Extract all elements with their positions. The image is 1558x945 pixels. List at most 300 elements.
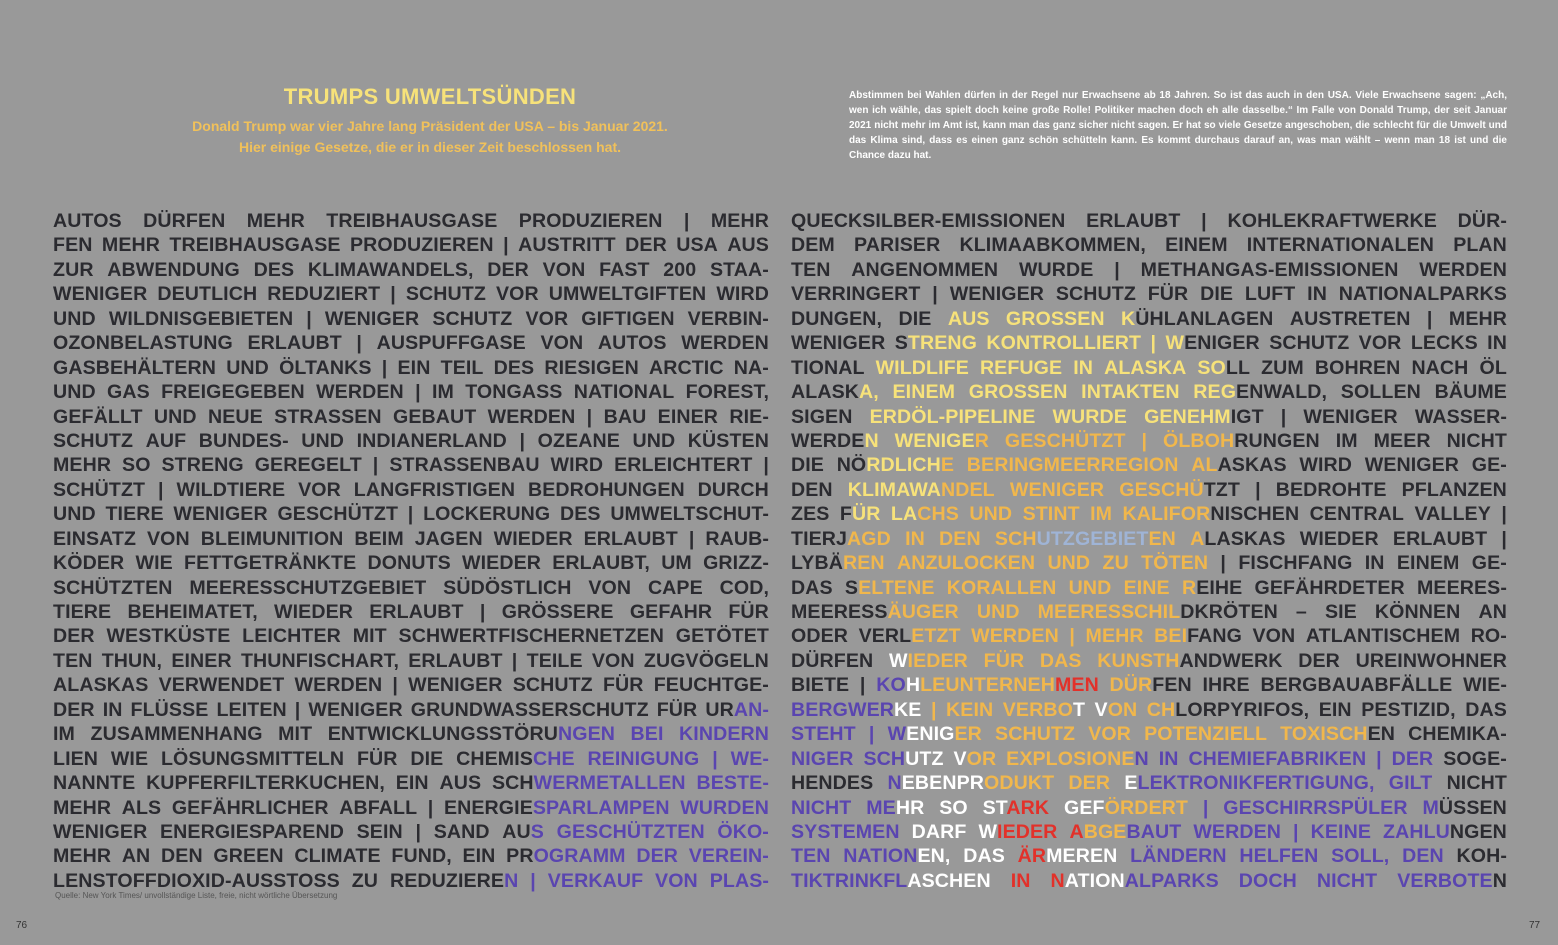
word-fragment: |: [683, 210, 690, 232]
word-fragment: |: [1376, 747, 1382, 770]
word: [1463, 673, 1507, 697]
word-fragment: WILDNISGEBIETEN: [108, 307, 294, 330]
word-fragment: SYSTEMEN: [791, 820, 900, 843]
word-fragment: ZES: [791, 503, 830, 526]
word: [603, 673, 644, 697]
word-fragment: SO: [1197, 356, 1226, 379]
word-fragment: TREIBHAUSGASE: [326, 210, 498, 232]
word-fragment: STAA-: [710, 258, 769, 281]
left-text-line: [53, 307, 769, 331]
word-fragment: UND: [1068, 576, 1112, 599]
word-fragment: MEHR: [101, 234, 160, 257]
word-fragment: FANG: [1187, 625, 1242, 648]
word: [791, 258, 831, 282]
word: [1144, 722, 1267, 746]
word: [891, 502, 959, 526]
word: [791, 233, 835, 257]
word-fragment: GEFÄHRLICHER: [171, 796, 329, 819]
word-fragment: REFUGE: [979, 356, 1063, 379]
word-fragment: ERLAUBT,: [552, 552, 650, 575]
word-fragment: AUS: [439, 772, 482, 795]
right-text-block: [791, 209, 1507, 893]
word: [53, 551, 124, 575]
word: [350, 233, 494, 257]
word: [316, 380, 404, 404]
word-fragment: |: [158, 478, 164, 501]
word-fragment: TEILE: [526, 649, 583, 672]
right-text-line: [791, 869, 1507, 893]
word-fragment: METHANGAS-EMISSIONEN: [1140, 258, 1399, 281]
word: [728, 600, 769, 624]
word-fragment: FEN: [1152, 674, 1192, 697]
word-fragment: ODUKT: [984, 772, 1055, 795]
left-text-line: [53, 258, 769, 282]
word: [1261, 356, 1304, 380]
word-fragment: WE-: [730, 747, 769, 770]
word: [1402, 478, 1507, 502]
word: [396, 771, 429, 795]
word-fragment: RO-: [1470, 625, 1507, 648]
word-fragment: SCHUTZ: [512, 674, 593, 697]
left-text-line: [53, 429, 769, 453]
word-fragment: KUPFERFILTERKUCHEN,: [146, 772, 385, 795]
word: [171, 649, 231, 673]
word-fragment: DER: [636, 845, 678, 868]
word-fragment: TIKTRINKFL: [791, 869, 908, 892]
word: [1130, 844, 1227, 868]
word-fragment: DIE: [1200, 283, 1234, 306]
right-text-line: [791, 405, 1507, 429]
right-text-line: [791, 820, 1507, 844]
word: [147, 527, 190, 551]
word-fragment: UMWELTSCHUT-: [610, 503, 769, 526]
word-fragment: PESTIZID,: [1361, 698, 1456, 721]
word-fragment: EIN: [395, 772, 429, 795]
word: [1006, 307, 1105, 331]
word-fragment: N: [887, 772, 902, 795]
word: [686, 380, 769, 404]
word-fragment: WURDE: [1052, 405, 1127, 428]
word: [560, 502, 601, 526]
word-fragment: ÖRDERT: [1104, 796, 1188, 819]
word-fragment: EXPLOSIONE: [1006, 747, 1135, 770]
word-fragment: LA: [890, 503, 918, 526]
word-fragment: |: [1201, 210, 1207, 232]
word-fragment: OZONBELASTUNG: [53, 332, 233, 355]
word-fragment: WILDTIERE: [176, 478, 286, 501]
right-text-line: [791, 453, 1507, 477]
word-fragment: KE: [894, 698, 922, 721]
word-fragment: |: [868, 723, 875, 746]
word-fragment: WENIGER: [408, 674, 503, 697]
word: [1331, 844, 1389, 868]
right-text-line: [791, 796, 1507, 820]
word: [494, 527, 573, 551]
word-fragment: QUECKSILBER-EMISSIONEN: [791, 210, 1066, 232]
word-fragment: |: [586, 405, 593, 428]
word: [1419, 258, 1507, 282]
word-fragment: LUFT: [1244, 283, 1296, 306]
word: [939, 527, 981, 551]
word: [791, 600, 959, 624]
word-fragment: WERDE: [791, 429, 865, 452]
word-fragment: UND: [969, 503, 1013, 526]
word: [977, 600, 1020, 624]
word-fragment: DARF: [911, 820, 967, 843]
word: [255, 453, 362, 477]
word: [462, 844, 495, 868]
word-fragment: EIN: [397, 356, 431, 379]
word: [1356, 649, 1507, 673]
word: [791, 478, 833, 502]
word-fragment: |: [932, 283, 938, 306]
word-fragment: |: [1202, 796, 1209, 819]
word: [487, 258, 529, 282]
word-fragment: EINEM: [892, 381, 956, 404]
word-fragment: UMWELTGIFTEN: [548, 283, 707, 306]
word-fragment: BUNDES-: [198, 429, 289, 452]
word: [1478, 600, 1507, 624]
word: [837, 453, 954, 477]
word-fragment: MEHR: [1448, 307, 1507, 330]
word-fragment: VERRINGERT: [791, 283, 921, 306]
word: [984, 649, 1025, 673]
word-fragment: VON: [1252, 625, 1296, 648]
word-fragment: LECKS: [1410, 332, 1478, 355]
word: [465, 380, 562, 404]
word: [444, 796, 670, 820]
left-text-line: [53, 233, 769, 257]
word: [1411, 356, 1468, 380]
word: [1417, 576, 1507, 600]
word: [528, 478, 685, 502]
word: [306, 307, 312, 331]
word-fragment: NGEN: [1449, 820, 1507, 843]
word: [614, 453, 752, 477]
word: [1038, 600, 1278, 624]
word: [1056, 282, 1136, 306]
word-fragment: REDUZIERT: [267, 283, 381, 306]
word-fragment: ERLAUBT: [247, 332, 342, 355]
word-fragment: UM: [661, 552, 692, 575]
word: [1203, 673, 1250, 697]
word-fragment: KLIMAWANDELS,: [307, 258, 474, 281]
word: [1375, 600, 1461, 624]
word: [160, 820, 344, 844]
word: [1306, 624, 1460, 648]
word-fragment: VERBO: [1002, 698, 1073, 721]
word: [184, 551, 356, 575]
word-fragment: |: [519, 429, 526, 452]
word-fragment: VON: [542, 258, 586, 281]
word-fragment: EN: [1148, 527, 1176, 550]
word-fragment: IEDER: [907, 649, 968, 672]
word-fragment: DER: [487, 258, 529, 281]
word: [703, 551, 769, 575]
word: [552, 551, 650, 575]
word: [654, 673, 769, 697]
left-text-line: [53, 796, 769, 820]
word-fragment: MEHR: [53, 454, 112, 477]
word-fragment: KORALLEN: [946, 576, 1057, 599]
word-fragment: LANGFRISTIGEN: [353, 478, 516, 501]
word-fragment: ZUSAMMENHANG: [90, 723, 263, 746]
word-fragment: LENSTOFFDIOXID-AUSSTOSS: [53, 869, 340, 892]
word: [1457, 844, 1507, 868]
word: [390, 282, 396, 306]
word-fragment: V: [1094, 698, 1108, 721]
word-fragment: UND: [53, 381, 96, 404]
word-fragment: NIGER: [791, 747, 854, 770]
word-fragment: W: [1165, 332, 1185, 355]
word-fragment: ERLAUBT: [408, 649, 503, 672]
word: [1325, 600, 1357, 624]
left-text-line: [53, 869, 769, 893]
word: [610, 502, 769, 526]
word-fragment: WENIGER: [791, 332, 886, 355]
word-fragment: AUSPUFFGASE: [376, 332, 526, 355]
word: [432, 307, 512, 331]
word: [1148, 282, 1189, 306]
word: [1104, 356, 1186, 380]
word: [598, 331, 667, 355]
word: [1317, 869, 1377, 893]
word: [392, 673, 398, 697]
word: [1453, 233, 1507, 257]
word: [931, 698, 937, 722]
word-fragment: WENIGER: [173, 503, 268, 526]
word: [122, 453, 151, 477]
word-fragment: AUF: [145, 429, 187, 452]
word-fragment: FÜR: [656, 698, 698, 721]
word-fragment: EIHE: [1196, 576, 1243, 599]
word: [1339, 282, 1507, 306]
word: [657, 698, 698, 722]
word-fragment: ÄR: [1017, 845, 1047, 868]
word-fragment: –: [1295, 601, 1307, 623]
word: [1047, 551, 1090, 575]
word: [353, 624, 387, 648]
word-fragment: IM: [431, 381, 454, 404]
word-fragment: DONUTS: [367, 552, 451, 575]
word: [888, 771, 1055, 795]
word: [895, 331, 977, 355]
word-fragment: KINDERN: [679, 723, 769, 746]
word: [326, 209, 497, 233]
word: [538, 429, 620, 453]
word: [1253, 624, 1296, 648]
word-fragment: KÖDER: [53, 552, 125, 575]
word-fragment: MEERESSCHIL: [1037, 601, 1181, 623]
right-text-line: [791, 747, 1507, 771]
word: [587, 405, 593, 429]
word: [551, 453, 604, 477]
right-text-line: [791, 307, 1507, 331]
word: [688, 307, 769, 331]
word: [354, 478, 515, 502]
word-fragment: DEN: [791, 478, 833, 501]
word-fragment: DEM: [791, 234, 835, 257]
word-fragment: RAUB-: [705, 527, 769, 550]
word-fragment: SAND: [433, 820, 490, 843]
word-fragment: AN: [121, 845, 151, 868]
word: [717, 820, 769, 844]
word-fragment: GEFAHR: [629, 601, 713, 623]
word-fragment: |: [511, 649, 518, 672]
word-fragment: LL: [1225, 356, 1251, 379]
word-fragment: |: [1293, 820, 1299, 843]
left-text-line: [53, 771, 769, 795]
word-fragment: CHEMIS: [456, 747, 533, 770]
word: [1141, 429, 1147, 453]
word: [503, 233, 509, 257]
right-text-line: [791, 722, 1507, 746]
word-fragment: DER: [1298, 649, 1340, 672]
word: [1374, 429, 1431, 453]
word-fragment: SCHUTZ: [405, 283, 486, 306]
word: [912, 820, 967, 844]
word-fragment: SIE: [1324, 601, 1357, 623]
word-fragment: BERINGMEERREGION: [966, 454, 1179, 477]
word: [946, 698, 993, 722]
word-fragment: DES: [560, 503, 601, 526]
word-fragment: GENEHM: [1144, 405, 1231, 428]
word-fragment: TIERE: [53, 601, 112, 623]
word-fragment: LYBÄ: [791, 552, 843, 575]
word: [169, 233, 340, 257]
word-fragment: VOR: [525, 307, 569, 330]
word: [544, 356, 638, 380]
word-fragment: FUND,: [391, 845, 452, 868]
word-fragment: IM: [1335, 429, 1358, 452]
right-text-line: [791, 624, 1507, 648]
word: [91, 722, 263, 746]
word: [995, 722, 1075, 746]
word-fragment: GESCHÜTZT: [277, 503, 399, 526]
word-fragment: TEN: [53, 649, 93, 672]
word-fragment: JAGEN: [414, 527, 483, 550]
word-fragment: SOLLEN: [1340, 381, 1421, 404]
word: [1051, 869, 1219, 893]
word-fragment: WURDE: [1018, 258, 1094, 281]
word: [1165, 331, 1259, 355]
word-fragment: LEKTRONIKFERTIGUNG,: [1137, 772, 1375, 795]
word-fragment: IEDER: [997, 820, 1058, 843]
word: [548, 869, 643, 893]
word: [684, 209, 690, 233]
word: [172, 796, 329, 820]
word: [1040, 649, 1082, 673]
word-fragment: LORPYRIFOS,: [1175, 698, 1310, 721]
word: [840, 502, 881, 526]
word-fragment: GEFÄHRDETER: [1254, 576, 1405, 599]
word: [1182, 576, 1242, 600]
word-fragment: SCHUTZ: [1269, 332, 1350, 355]
word-fragment: ALPARKS: [1124, 869, 1219, 892]
word-fragment: BÄUME: [1434, 381, 1507, 404]
left-text-line: [53, 747, 769, 771]
word: [1300, 527, 1379, 551]
word: [1011, 869, 1031, 893]
word: [1472, 453, 1507, 477]
word-fragment: ZUM: [1261, 356, 1304, 379]
word: [325, 307, 419, 331]
word-fragment: |: [1255, 478, 1261, 501]
word: [1097, 649, 1282, 673]
word-fragment: SCH: [491, 772, 534, 795]
word: [549, 282, 707, 306]
word: [53, 258, 94, 282]
word-fragment: ALASKAS: [53, 674, 149, 697]
word-fragment: KONTROLLIERT: [986, 332, 1142, 355]
word: [189, 576, 426, 600]
word: [434, 820, 490, 844]
word: [663, 258, 696, 282]
word-fragment: KEINE: [1310, 820, 1372, 843]
word-fragment: PR: [506, 845, 534, 868]
left-text-line: [53, 673, 769, 697]
word: [242, 624, 341, 648]
word-fragment: NGEN: [557, 723, 615, 746]
word-fragment: |: [1069, 625, 1075, 648]
word: [791, 527, 891, 551]
word: [1280, 722, 1395, 746]
word: [226, 356, 269, 380]
word-fragment: N: [504, 869, 519, 892]
word: [1245, 282, 1295, 306]
word-fragment: WIEDER: [1299, 527, 1379, 550]
word-fragment: ÖLTANKS: [279, 356, 372, 379]
word-fragment: GEREGELT: [254, 454, 362, 477]
word: [658, 405, 718, 429]
word-fragment: LOCKERUNG: [423, 503, 551, 526]
word: [398, 356, 431, 380]
word-fragment: DER: [1391, 747, 1434, 770]
word: [502, 820, 544, 844]
word-fragment: UTZ: [905, 747, 944, 770]
left-text-line: [53, 624, 769, 648]
word: [1443, 747, 1507, 771]
word: [898, 307, 931, 331]
word-fragment: GIFTIGEN: [581, 307, 675, 330]
word: [161, 747, 344, 771]
word: [876, 356, 969, 380]
word-fragment: WASSER-: [1414, 405, 1507, 428]
word: [1361, 698, 1456, 722]
word-fragment: UTZGEBIET: [1036, 527, 1149, 550]
word-fragment: ZUR: [53, 258, 94, 281]
word-fragment: VERBOTE: [1397, 869, 1493, 892]
word-fragment: FREIGEGEBEN: [161, 381, 305, 404]
word: [408, 502, 414, 526]
word: [711, 209, 769, 233]
word: [410, 747, 443, 771]
word: [1068, 771, 1110, 795]
word-fragment: EN,: [917, 845, 951, 868]
right-text-line: [791, 551, 1507, 575]
word: [513, 673, 593, 697]
word: [1069, 576, 1112, 600]
word-fragment: VON: [655, 869, 698, 892]
word: [1293, 820, 1299, 844]
word-fragment: ENERGIE: [443, 796, 533, 819]
word: [630, 600, 712, 624]
word: [1193, 380, 1327, 404]
word-fragment: DEN: [161, 845, 203, 868]
word-fragment: |: [294, 698, 301, 721]
word: [53, 698, 95, 722]
word-fragment: WIRD: [716, 283, 769, 306]
